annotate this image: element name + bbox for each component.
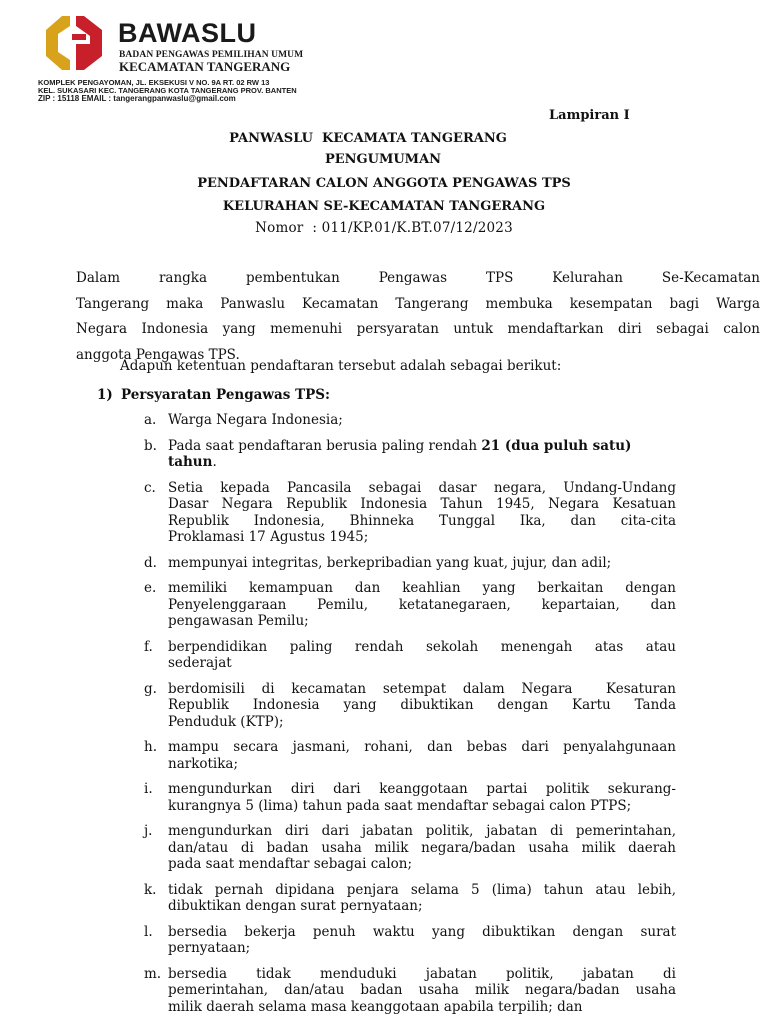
list-item — [144, 555, 676, 572]
heading-kelurahan: KELURAHAN SE-KECAMATAN TANGERANG — [222, 199, 546, 214]
intro-line: Dalam rangka pembentukan Pengawas TPS Kelurahan Se-Kecamatan — [76, 270, 760, 286]
item-line: pernyataan; — [168, 940, 251, 956]
list-marker: a. — [144, 412, 157, 428]
address-line-1: KOMPLEK PENGAYOMAN, JL. EKSEKUSI V NO. 9A RT. 02 RW 13 — [38, 78, 270, 87]
item-line: Republik Indonesia yang dibuktikan dengan Kartu Tanda — [168, 697, 676, 713]
item-line: Republik Indonesia, Bhinneka Tunggal Ika, dan cita-cita — [168, 512, 676, 529]
list-marker: k. — [144, 881, 157, 898]
address-line-3: ZIP : 15118 EMAIL : tangerangpanwaslu@gmail.com — [38, 94, 236, 103]
list-item — [144, 823, 676, 873]
list-item — [144, 781, 676, 814]
item-line: tidak pernah dipidana penjara selama 5 (lima) tahun atau lebih, — [168, 881, 676, 898]
org-unit: KECAMATAN TANGERANG — [119, 59, 291, 74]
item-line: bersedia tidak menduduki jabatan politik, jabatan di — [168, 965, 676, 982]
item-line: bersedia bekerja penuh waktu yang dibuktikan dengan surat — [168, 923, 676, 940]
list-marker: m. — [144, 965, 162, 982]
requirements-list — [144, 412, 676, 1015]
heading-panwaslu: PANWASLU KECAMATA TANGERANG — [229, 131, 507, 146]
list-item — [144, 480, 676, 546]
item-line: memiliki kemampuan dan keahlian yang berkaitan dengan — [168, 580, 676, 596]
address-line-2: KEL. SUKASARI KEC. TANGERANG KOTA TANGERANG PROV. BANTEN — [38, 86, 297, 95]
item-line: Warga Negara Indonesia; — [168, 412, 343, 428]
lampiran-label: Lampiran I — [549, 108, 630, 123]
age-emphasis: 21 (dua puluh satu) — [481, 437, 632, 454]
list-item — [144, 739, 676, 772]
item-line: dan/atau di badan usaha milik negara/badan usaha milik daerah — [168, 839, 676, 856]
item-line: pemerintahan, dan/atau badan usaha milik negara/badan usaha — [168, 982, 676, 998]
item-line: mampu secara jasmani, rohani, dan bebas dari penyalahgunaan — [168, 739, 676, 755]
item-line: Proklamasi 17 Agustus 1945; — [168, 529, 369, 545]
item-line: sederajat — [168, 655, 232, 671]
list-item — [144, 966, 676, 1016]
item-line: pada saat mendaftar sebagai calon; — [168, 856, 413, 872]
intro-line: Negara Indonesia yang memenuhi persyaratan untuk mendaftarkan diri sebagai calon — [76, 321, 760, 337]
bawaslu-logo — [40, 10, 120, 74]
item-line: dibuktikan dengan surat pernyataan; — [168, 898, 423, 914]
list-item — [144, 924, 676, 957]
list-marker: g. — [144, 680, 157, 697]
item-line: mengundurkan diri dari jabatan politik, jabatan di pemerintahan, — [168, 823, 676, 839]
intro-line: anggota Pengawas TPS. — [76, 346, 240, 363]
item-line: berpendidikan paling rendah sekolah menengah atas atau — [168, 638, 676, 655]
list-marker: c. — [144, 479, 156, 496]
section-title-text: Persyaratan Pengawas TPS: — [121, 387, 331, 403]
item-line: kurangnya 5 (lima) tahun pada saat mendaftar sebagai calon PTPS; — [168, 797, 632, 814]
age-emphasis-tail: tahun — [168, 454, 213, 470]
item-line: Pada saat pendaftaran berusia paling rendah — [168, 437, 482, 454]
item-line: mengundurkan diri dari keanggotaan partai politik sekurang- — [168, 781, 676, 797]
item-line: Penyelenggaraan Pemilu, ketatanegaraen, kepartaian, dan — [168, 596, 676, 613]
section-number: 1) — [97, 387, 113, 403]
list-marker: d. — [144, 554, 157, 571]
list-item — [144, 412, 676, 429]
section-title — [97, 387, 330, 403]
ketentuan-text: Adapun ketentuan pendaftaran tersebut adalah sebagai berikut: — [120, 358, 562, 374]
org-name: BAWASLU — [118, 18, 257, 48]
list-marker: h. — [144, 739, 157, 755]
item-line: Penduduk (KTP); — [168, 713, 284, 730]
item-line: Setia kepada Pancasila sebagai dasar negara, Undang-Undang — [168, 479, 676, 496]
list-marker: l. — [144, 923, 153, 940]
item-line: mempunyai integritas, berkepribadian yang kuat, jujur, dan adil; — [168, 554, 612, 571]
list-item — [144, 438, 676, 471]
item-line: berdomisili di kecamatan setempat dalam Negara Kesaturan — [168, 680, 676, 697]
list-item — [144, 681, 676, 731]
letterhead — [38, 8, 338, 103]
item-line: pengawasan Pemilu; — [168, 613, 309, 629]
list-marker: j. — [144, 823, 153, 839]
list-item — [144, 882, 676, 915]
item-line: Dasar Negara Republik Indonesia Tahun 1945, Negara Kesatuan — [168, 496, 676, 512]
item-line: milik daerah selama masa keanggotaan apabila terpilih; dan — [168, 998, 583, 1015]
org-subtitle: BADAN PENGAWAS PEMILIHAN UMUM — [119, 50, 304, 60]
list-marker: i. — [144, 781, 153, 797]
list-item — [144, 580, 676, 630]
list-item — [144, 639, 676, 672]
intro-paragraph — [76, 266, 760, 368]
item-line: narkotika; — [168, 755, 239, 772]
document-number: Nomor : 011/KP.01/K.BT.07/12/2023 — [255, 220, 513, 236]
heading-pendaftaran: PENDAFTARAN CALON ANGGOTA PENGAWAS TPS — [197, 176, 571, 191]
item-line: . — [212, 454, 217, 470]
list-marker: b. — [144, 437, 157, 454]
list-marker: e. — [144, 580, 157, 596]
intro-line: Tangerang maka Panwaslu Kecamatan Tangerang membuka kesempatan bagi Warga — [76, 295, 760, 312]
list-marker: f. — [144, 638, 153, 655]
heading-pengumuman: PENGUMUMAN — [324, 152, 442, 167]
